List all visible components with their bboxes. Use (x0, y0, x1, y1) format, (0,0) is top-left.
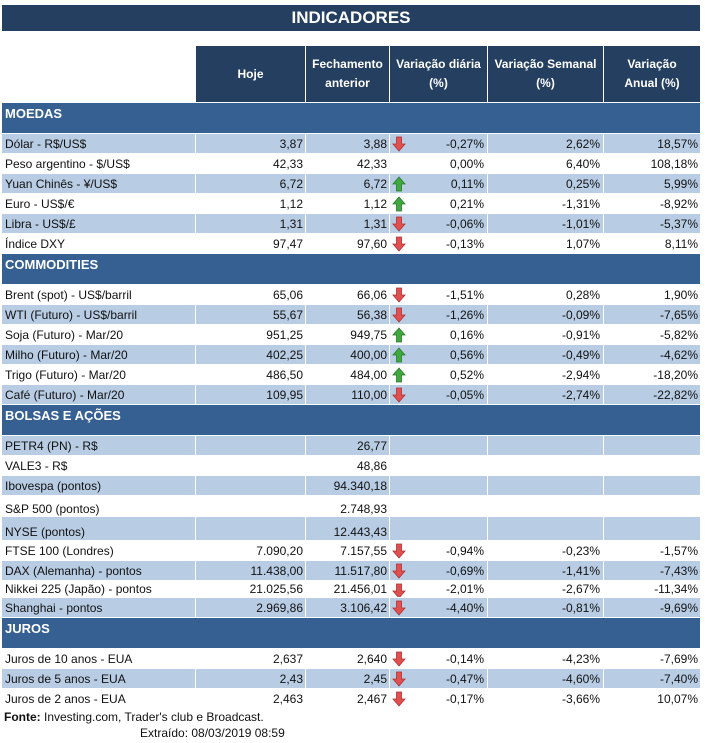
value-variacao-anual: 8,11% (664, 237, 698, 251)
row-label: Shanghai - pontos (2, 598, 196, 617)
value-variacao-anual (604, 496, 700, 516)
value-variacao-semanal: -0,91% (488, 325, 604, 344)
arrow-down-icon (392, 307, 406, 323)
value-variacao-anual: -7,65% (659, 308, 698, 322)
table-row (2, 689, 700, 709)
value-variacao-anual: 108,18% (650, 157, 698, 171)
value-hoje: 11.438,00 (196, 561, 306, 580)
value-hoje: 1,12 (196, 194, 306, 213)
value-variacao-anual: -11,34% (654, 582, 698, 596)
value-variacao-diaria (390, 325, 488, 344)
arrow-up-icon (392, 196, 406, 212)
value-variacao-anual: 1,90% (663, 288, 698, 302)
value-variacao-diaria (390, 285, 488, 304)
value-variacao-anual (604, 436, 700, 455)
value-hoje: 951,25 (196, 325, 306, 344)
table-row (2, 285, 700, 305)
value-variacao-anual: -5,37% (659, 217, 698, 231)
value-fechamento: 12.443,43 (306, 517, 390, 540)
table-row (2, 365, 700, 385)
table-row (2, 517, 700, 541)
value-variacao-diaria (390, 174, 488, 193)
value-hoje: 1,31 (196, 214, 306, 233)
value-hoje (196, 476, 306, 495)
value-variacao-anual: -5,82% (659, 328, 698, 342)
table-row (2, 234, 700, 254)
value-hoje: 21.025,56 (196, 581, 306, 597)
variacao-diaria-text: -0,27% (445, 137, 484, 151)
variacao-diaria-text: 0,21% (449, 197, 484, 211)
value-variacao-anual (604, 456, 700, 475)
arrow-down-icon (392, 583, 406, 597)
row-label: Yuan Chinês - ¥/US$ (2, 174, 196, 193)
arrow-down-icon (392, 543, 406, 559)
arrow-down-icon (392, 671, 406, 687)
value-variacao-anual: -22,82% (653, 388, 698, 402)
value-variacao-diaria (390, 345, 488, 364)
value-variacao-anual (604, 476, 700, 495)
arrow-down-icon (392, 236, 406, 252)
value-hoje: 2,43 (196, 669, 306, 688)
value-variacao-semanal: -4,60% (488, 669, 604, 688)
row-label: Libra - US$/£ (2, 214, 196, 233)
table-row (2, 476, 700, 496)
value-variacao-diaria (390, 669, 488, 688)
variacao-diaria-text: 0,11% (450, 177, 484, 191)
table-row (2, 436, 700, 456)
value-fechamento: 3,88 (306, 134, 390, 153)
value-fechamento: 110,00 (306, 385, 390, 404)
table-row (2, 581, 700, 598)
table-row (2, 456, 700, 476)
value-variacao-anual: -18,20% (653, 368, 698, 382)
variacao-diaria-text: -0,06% (445, 217, 484, 231)
value-variacao-anual: -7,43% (659, 564, 698, 578)
value-variacao-semanal (488, 496, 604, 516)
value-hoje: 2,463 (196, 689, 306, 708)
value-variacao-diaria (390, 234, 488, 253)
value-variacao-anual: -1,57% (659, 544, 698, 558)
arrow-up-icon (392, 347, 406, 363)
value-fechamento: 1,31 (306, 214, 390, 233)
table-row (2, 345, 700, 365)
indicators-table (2, 103, 700, 709)
value-fechamento: 7.157,55 (306, 541, 390, 560)
value-variacao-diaria (390, 214, 488, 233)
row-label: Juros de 10 anos - EUA (2, 649, 196, 668)
row-label: VALE3 - R$ (2, 456, 196, 475)
table-row (2, 134, 700, 154)
row-label: Juros de 5 anos - EUA (2, 669, 196, 688)
variacao-diaria-text: 0,16% (449, 328, 484, 342)
value-hoje (196, 456, 306, 475)
footer-extracted: Extraído: 08/03/2019 08:59 (140, 726, 285, 740)
value-variacao-semanal: -2,74% (488, 385, 604, 404)
value-variacao-anual: 5,99% (663, 177, 698, 191)
variacao-diaria-text: 0,56% (449, 348, 484, 362)
value-hoje: 97,47 (196, 234, 306, 253)
value-fechamento: 42,33 (306, 154, 390, 173)
row-label: WTI (Futuro) - US$/barril (2, 305, 196, 324)
value-variacao-diaria (390, 194, 488, 213)
value-variacao-semanal: -2,94% (488, 365, 604, 384)
table-row (2, 385, 700, 405)
variacao-diaria-text: -0,17% (445, 692, 484, 706)
variacao-diaria-text: -2,01% (445, 582, 484, 596)
value-variacao-diaria (390, 305, 488, 324)
value-variacao-anual: 10,07% (657, 692, 698, 706)
value-variacao-diaria (390, 476, 488, 495)
source-text: Investing.com, Trader's club e Broadcast. (40, 710, 264, 724)
value-variacao-semanal (488, 476, 604, 495)
variacao-diaria-text: -0,14% (445, 652, 484, 666)
row-label: Soja (Futuro) - Mar/20 (2, 325, 196, 344)
variacao-diaria-text: -4,40% (445, 601, 484, 615)
value-variacao-anual (604, 517, 700, 540)
row-label: Café (Futuro) - Mar/20 (2, 385, 196, 404)
row-label: Ibovespa (pontos) (2, 476, 196, 495)
value-hoje: 65,06 (196, 285, 306, 304)
arrow-down-icon (392, 600, 406, 616)
arrow-up-icon (392, 176, 406, 192)
table-row (2, 649, 700, 669)
row-label: Peso argentino - $/US$ (2, 154, 196, 173)
table-row (2, 194, 700, 214)
value-hoje: 486,50 (196, 365, 306, 384)
value-fechamento: 94.340,18 (306, 476, 390, 495)
value-hoje (196, 517, 306, 540)
variacao-diaria-text: -0,94% (445, 544, 484, 558)
value-variacao-diaria (390, 649, 488, 668)
value-fechamento: 56,38 (306, 305, 390, 324)
table-row (2, 669, 700, 689)
row-label: Juros de 2 anos - EUA (2, 689, 196, 708)
variacao-diaria-text: 0,00% (449, 157, 484, 171)
value-fechamento: 21.456,01 (306, 581, 390, 597)
arrow-down-icon (392, 563, 406, 579)
value-variacao-semanal: -1,01% (488, 214, 604, 233)
value-variacao-semanal: -0,09% (488, 305, 604, 324)
value-variacao-diaria (390, 134, 488, 153)
arrow-down-icon (392, 216, 406, 232)
variacao-diaria-text: 0,52% (449, 368, 484, 382)
value-variacao-diaria (390, 436, 488, 455)
row-label: Euro - US$/€ (2, 194, 196, 213)
table-row (2, 325, 700, 345)
value-variacao-semanal: 0,25% (488, 174, 604, 193)
arrow-up-icon (392, 367, 406, 383)
value-fechamento: 2,467 (306, 689, 390, 708)
row-label: Índice DXY (2, 234, 196, 253)
value-fechamento: 1,12 (306, 194, 390, 213)
value-fechamento: 3.106,42 (306, 598, 390, 617)
value-hoje: 2.969,86 (196, 598, 306, 617)
value-fechamento: 949,75 (306, 325, 390, 344)
arrow-down-icon (392, 651, 406, 667)
value-variacao-diaria (390, 541, 488, 560)
value-variacao-semanal: -0,23% (488, 541, 604, 560)
value-fechamento: 6,72 (306, 174, 390, 193)
value-variacao-diaria (390, 365, 488, 384)
row-label: Brent (spot) - US$/barril (2, 285, 196, 304)
source-label: Fonte: (4, 710, 41, 724)
value-hoje: 109,95 (196, 385, 306, 404)
header-variacao-diaria: Variação diária (%) (390, 46, 488, 102)
value-variacao-diaria (390, 561, 488, 580)
header-variacao-semanal: Variação Semanal (%) (488, 46, 604, 102)
value-fechamento: 400,00 (306, 345, 390, 364)
value-variacao-anual: -9,69% (659, 601, 698, 615)
arrow-up-icon (392, 327, 406, 343)
value-fechamento: 2,640 (306, 649, 390, 668)
table-row (2, 561, 700, 581)
section-header-moedas: MOEDAS (2, 103, 700, 134)
variacao-diaria-text: -0,13% (445, 237, 484, 251)
value-variacao-semanal: -0,49% (488, 345, 604, 364)
arrow-down-icon (392, 287, 406, 303)
row-label: Nikkei 225 (Japão) - pontos (2, 581, 196, 597)
header-fechamento: Fechamento anterior (306, 46, 390, 102)
row-label: DAX (Alemanha) - pontos (2, 561, 196, 580)
value-variacao-semanal: -0,81% (488, 598, 604, 617)
row-label: Milho (Futuro) - Mar/20 (2, 345, 196, 364)
section-header-juros: JUROS (2, 618, 700, 649)
value-variacao-semanal (488, 456, 604, 475)
table-row (2, 214, 700, 234)
value-variacao-diaria (390, 689, 488, 708)
table-row (2, 174, 700, 194)
value-hoje: 7.090,20 (196, 541, 306, 560)
value-variacao-semanal: -2,67% (488, 581, 604, 597)
table-row (2, 541, 700, 561)
value-variacao-semanal (488, 436, 604, 455)
row-label: Dólar - R$/US$ (2, 134, 196, 153)
value-hoje: 2,637 (196, 649, 306, 668)
row-label: FTSE 100 (Londres) (2, 541, 196, 560)
header-hoje: Hoje (196, 46, 306, 102)
value-fechamento: 484,00 (306, 365, 390, 384)
value-variacao-anual: -7,40% (659, 672, 698, 686)
variacao-diaria-text: -0,05% (445, 388, 484, 402)
value-variacao-diaria (390, 385, 488, 404)
value-fechamento: 11.517,80 (306, 561, 390, 580)
footer-source (4, 709, 264, 726)
value-variacao-anual: -8,92% (659, 197, 698, 211)
value-variacao-diaria (390, 517, 488, 540)
variacao-diaria-text: -1,26% (445, 308, 484, 322)
variacao-diaria-text: -0,69% (445, 564, 484, 578)
table-row (2, 154, 700, 174)
row-label: PETR4 (PN) - R$ (2, 436, 196, 455)
value-fechamento: 97,60 (306, 234, 390, 253)
value-variacao-diaria (390, 154, 488, 173)
value-variacao-anual: -4,62% (659, 348, 698, 362)
value-variacao-semanal: -3,66% (488, 689, 604, 708)
table-row (2, 496, 700, 517)
value-variacao-semanal: -1,31% (488, 194, 604, 213)
section-header-bolsas-e-ações: BOLSAS E AÇÕES (2, 405, 700, 436)
value-variacao-semanal: 0,28% (488, 285, 604, 304)
arrow-down-icon (392, 691, 406, 707)
value-hoje (196, 496, 306, 516)
value-fechamento: 2.748,93 (306, 496, 390, 516)
page-title: INDICADORES (2, 5, 700, 31)
header-variacao-anual: Variação Anual (%) (604, 46, 700, 102)
variacao-diaria-text: -1,51% (445, 288, 484, 302)
value-variacao-diaria (390, 581, 488, 597)
value-hoje: 6,72 (196, 174, 306, 193)
value-hoje: 3,87 (196, 134, 306, 153)
value-variacao-semanal: 1,07% (488, 234, 604, 253)
value-variacao-diaria (390, 456, 488, 475)
value-variacao-semanal: 6,40% (488, 154, 604, 173)
value-variacao-semanal: -4,23% (488, 649, 604, 668)
value-variacao-diaria (390, 496, 488, 516)
value-variacao-anual: 18,57% (657, 137, 698, 151)
arrow-down-icon (392, 136, 406, 152)
arrow-down-icon (392, 387, 406, 403)
value-hoje: 402,25 (196, 345, 306, 364)
table-row (2, 598, 700, 618)
value-fechamento: 2,45 (306, 669, 390, 688)
value-hoje (196, 436, 306, 455)
value-variacao-semanal: -1,41% (488, 561, 604, 580)
row-label: NYSE (pontos) (2, 517, 196, 540)
value-fechamento: 66,06 (306, 285, 390, 304)
value-hoje: 42,33 (196, 154, 306, 173)
value-hoje: 55,67 (196, 305, 306, 324)
value-variacao-anual: -7,69% (659, 652, 698, 666)
value-variacao-semanal: 2,62% (488, 134, 604, 153)
variacao-diaria-text: -0,47% (445, 672, 484, 686)
section-header-commodities: COMMODITIES (2, 254, 700, 285)
table-row (2, 305, 700, 325)
row-label: Trigo (Futuro) - Mar/20 (2, 365, 196, 384)
value-fechamento: 26,77 (306, 436, 390, 455)
value-variacao-diaria (390, 598, 488, 617)
value-variacao-semanal (488, 517, 604, 540)
row-label: S&P 500 (pontos) (2, 496, 196, 516)
value-fechamento: 48,86 (306, 456, 390, 475)
